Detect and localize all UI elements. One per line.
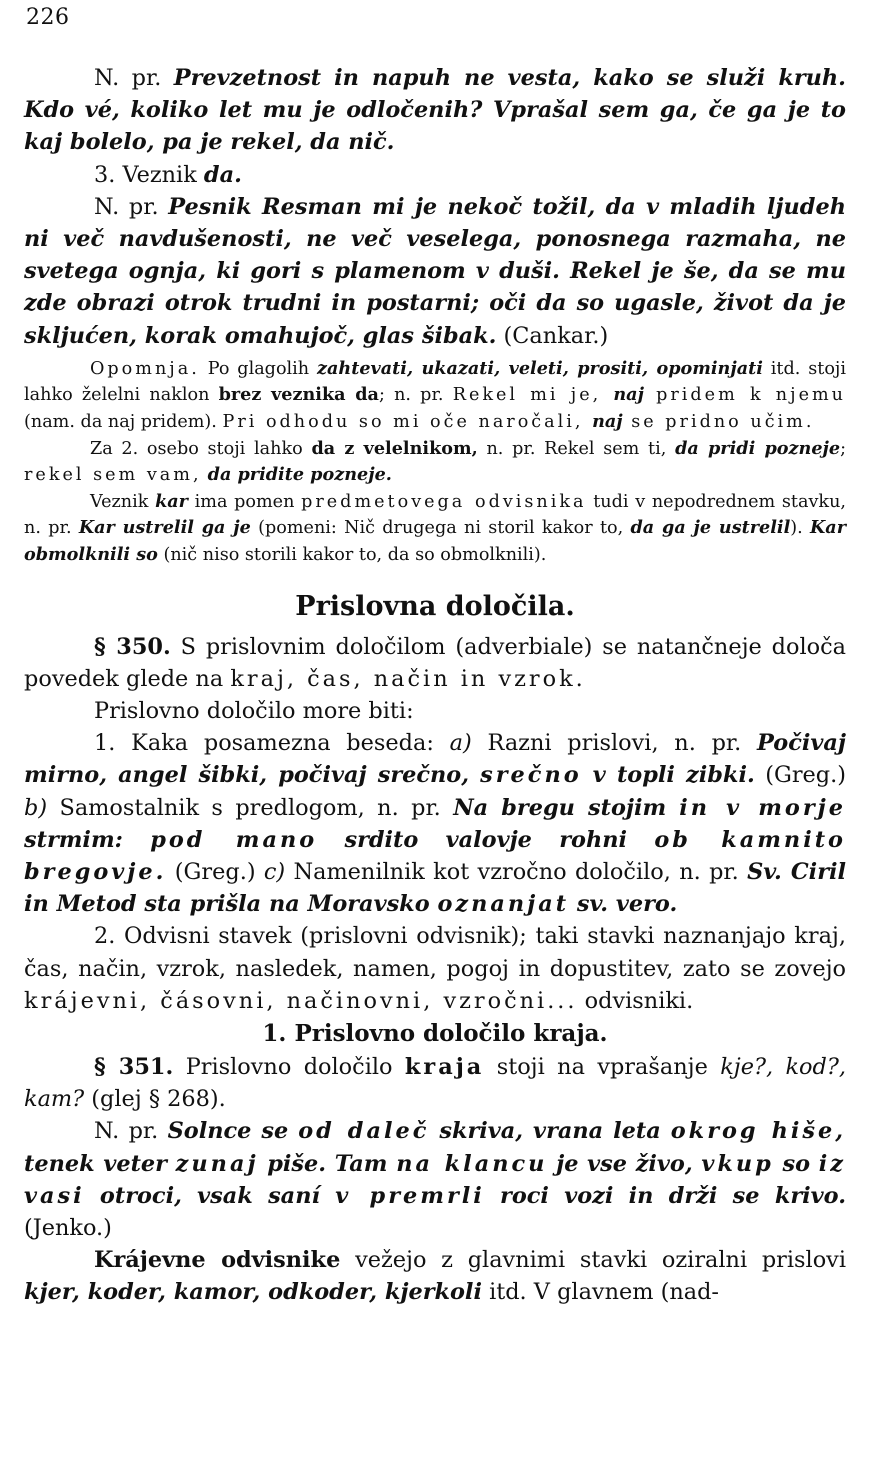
- body-italic: srdito valovje rohni: [317, 826, 655, 853]
- body-italic: kje?, kod?, kam?: [24, 1054, 846, 1113]
- body-italic: Sv. Ciril in Metod sta prišla na Moravsko: [24, 859, 846, 918]
- section-heading: Prislovna določila.: [295, 590, 575, 622]
- note-text: Veznik: [90, 491, 156, 512]
- body-italic: sv. vero.: [569, 891, 678, 918]
- example-text: Pesnik Resman mi je nekoč tožil, da v mladih ljudeh ni več navdušenosti, ne več veselega, ponosnega razmaha, ne svetega ognja, ki gori s plamenom v duši. Rekel je še, da se mu zde obrazi otrok trudni in postarni; oči da so ugasle, život da je skljućen, korak omahujoč, glas šibak.: [24, 193, 846, 349]
- note-text: ima pomen: [187, 491, 302, 512]
- paragraph-example-1: [24, 62, 846, 159]
- paragraph-jenko-example: [24, 1115, 846, 1244]
- note-text: (nam. da naj pridem).: [24, 412, 223, 433]
- paragraph-more-biti: Prislovno določilo more biti:: [94, 697, 414, 724]
- body-text: (glej § 268).: [84, 1086, 226, 1113]
- example-lead: N. pr.: [94, 193, 169, 220]
- body-text: Samostalnik s predlogom, n. pr.: [47, 794, 454, 821]
- note-text: ; n. pr.: [378, 385, 453, 406]
- subsection-heading: 1. Prislovno določilo kraja.: [262, 1020, 608, 1048]
- note-spaced: Pri odhodu so mi oče naročali,: [222, 412, 593, 433]
- paragraph-351: [24, 1051, 846, 1115]
- paragraph-350: [24, 631, 846, 695]
- example-lead: N. pr.: [94, 65, 174, 91]
- note-bold: da z velelnikom,: [311, 437, 478, 459]
- note-druga-oseba: [24, 436, 846, 489]
- item-letter: a): [449, 730, 472, 757]
- note-veznik-kar: [24, 489, 846, 569]
- body-italic: kjer, koder, kamor, odkoder, kjerkoli: [24, 1279, 482, 1306]
- body-spaced-italic: na klancu: [396, 1150, 548, 1177]
- item-word: da.: [203, 161, 242, 188]
- example-source: (Cankar.): [496, 322, 609, 349]
- body-spaced-italic: pod mano: [150, 826, 318, 853]
- page-content: [24, 62, 846, 1309]
- notes-block: [24, 356, 846, 569]
- body-italic: je vse živo,: [547, 1150, 702, 1177]
- body-text: itd. V glavnem (nad-: [481, 1279, 720, 1306]
- body-italic: Počivaj mirno, angel šibki, počivaj srečno,: [24, 730, 846, 789]
- note-verbs: zahtevati, ukazati, veleti, prositi, opominjati: [317, 357, 763, 379]
- example-text: Prevzetnost in napuh ne vesta, kako se služi kruh. Kdo vé, koliko let mu je odločenih? Vprašal sem ga, če ga je to kaj bolelo, pa je rekel, da nič.: [24, 65, 846, 156]
- body-spaced-italic: in v morje: [679, 794, 846, 821]
- body-text: Namenilnik kot vzročno določilo, n. pr.: [285, 859, 748, 885]
- item-letter: c): [263, 859, 286, 885]
- note-text: itd. stoji lahko želelni naklon: [24, 358, 846, 406]
- note-spaced: predmetovega odvisnika: [301, 491, 587, 512]
- body-text: stoji na vprašanje: [484, 1054, 721, 1081]
- note-italic: naj: [592, 411, 623, 433]
- body-italic: otroci, vsak saní: [84, 1182, 336, 1209]
- note-spaced: Rekel mi je,: [452, 385, 614, 406]
- body-text: odvisniki.: [577, 987, 694, 1014]
- example-source: (Jenko.): [24, 1215, 112, 1242]
- body-spaced-italic: zunaj: [175, 1150, 259, 1177]
- body-bold: Krájevne odvisnike: [94, 1247, 341, 1274]
- note-text: ;: [840, 438, 847, 459]
- body-spaced-italic: vkup: [701, 1150, 774, 1177]
- section-number: § 351.: [94, 1054, 174, 1081]
- note-italic: da ga je ustrelil: [630, 517, 791, 539]
- body-italic: strmim:: [24, 826, 151, 853]
- body-text: 2. Odvisni stavek (prislovni odvisnik); taki stavki naznanjajo kraj, čas, način, vzrok, nasledek, namen, pogoj in dopustitev, zato se zovejo: [24, 923, 846, 982]
- note-italic: da pridite pozneje.: [201, 464, 392, 486]
- body-text: (Greg.): [166, 859, 264, 885]
- body-spaced: krájevni, čásovni, načinovni, vzročni...: [24, 987, 578, 1014]
- page-number: 226: [26, 5, 70, 30]
- note-italic: Kar ustrelil ga je: [78, 517, 251, 539]
- body-text: Razni prislovi, n. pr.: [471, 730, 758, 757]
- body-text: Prislovno določilo: [173, 1054, 405, 1081]
- body-italic: v topli zibki.: [581, 762, 755, 789]
- body-italic: Solnce se: [167, 1118, 299, 1145]
- note-opomnja: [24, 356, 846, 436]
- note-spaced: pridem k njemu: [643, 385, 847, 406]
- section-number: § 350.: [94, 633, 171, 660]
- paragraph-example-2: [24, 191, 846, 352]
- body-italic: skriva, vrana leta: [429, 1118, 671, 1145]
- body-spaced: kraj, čas, način in vzrok.: [230, 665, 586, 692]
- note-italic: naj: [613, 384, 644, 406]
- example-lead: N. pr.: [94, 1118, 168, 1145]
- note-text: Po glagolih: [199, 358, 318, 379]
- body-spaced-italic: iz vasi: [24, 1150, 846, 1209]
- note-text: Za 2. osebo stoji lahko: [90, 438, 312, 459]
- note-text: (pomeni: Nič drugega ni storil kakor to,: [250, 518, 631, 539]
- note-italic: da pridi pozneje: [675, 437, 841, 459]
- body-text: S prislovnim določilom (adverbiale) se natančneje določa povedek glede na: [24, 633, 846, 692]
- body-spaced-italic: okrog hiše,: [670, 1118, 847, 1145]
- item-letter: b): [24, 794, 48, 821]
- note-text: n. pr. Rekel sem ti,: [477, 438, 676, 459]
- body-text: 1. Kaka posamezna beseda:: [94, 730, 450, 757]
- note-label: Opomnja.: [90, 358, 200, 379]
- body-spaced-italic: v premrli: [335, 1182, 485, 1209]
- note-text: (nič niso storili kakor to, da so obmolknili).: [157, 544, 547, 565]
- body-italic: roci vozi in drži se krivo.: [484, 1182, 846, 1209]
- body-spaced-italic: ob kamnito bregovje.: [24, 826, 846, 885]
- item-label: 3. Veznik: [94, 161, 204, 188]
- note-spaced: rekel sem vam,: [24, 465, 202, 486]
- note-bold: brez veznika: [218, 384, 346, 406]
- note-italic: kar: [155, 490, 188, 512]
- note-text: ).: [790, 518, 810, 539]
- body-text: (Greg.): [754, 762, 846, 789]
- note-italic: Kar obmolknili so: [24, 517, 846, 565]
- body-italic: Na bregu stojim: [453, 794, 680, 821]
- paragraph-krajevne-odvisnike: [24, 1244, 846, 1308]
- body-spaced-italic: od daleč: [298, 1118, 430, 1145]
- paragraph-item-1: [24, 727, 846, 920]
- paragraph-item-2: [24, 920, 846, 1017]
- body-italic: so: [773, 1150, 819, 1177]
- note-text: tudi v nepodrednem stavku, n. pr.: [24, 491, 846, 539]
- paragraph-veznik-da: [24, 159, 846, 191]
- body-spaced-italic: oznanjat: [437, 891, 570, 918]
- note-spaced: se pridno učim.: [622, 412, 815, 433]
- body-text: vežejo z glavnimi stavki oziralni prislovi: [340, 1247, 846, 1274]
- body-spaced: kraja: [404, 1054, 485, 1081]
- body-italic: tenek veter: [24, 1150, 176, 1177]
- body-italic: piše. Tam: [258, 1150, 397, 1177]
- note-bold: da: [345, 384, 379, 406]
- body-spaced-italic: srečno: [480, 762, 582, 789]
